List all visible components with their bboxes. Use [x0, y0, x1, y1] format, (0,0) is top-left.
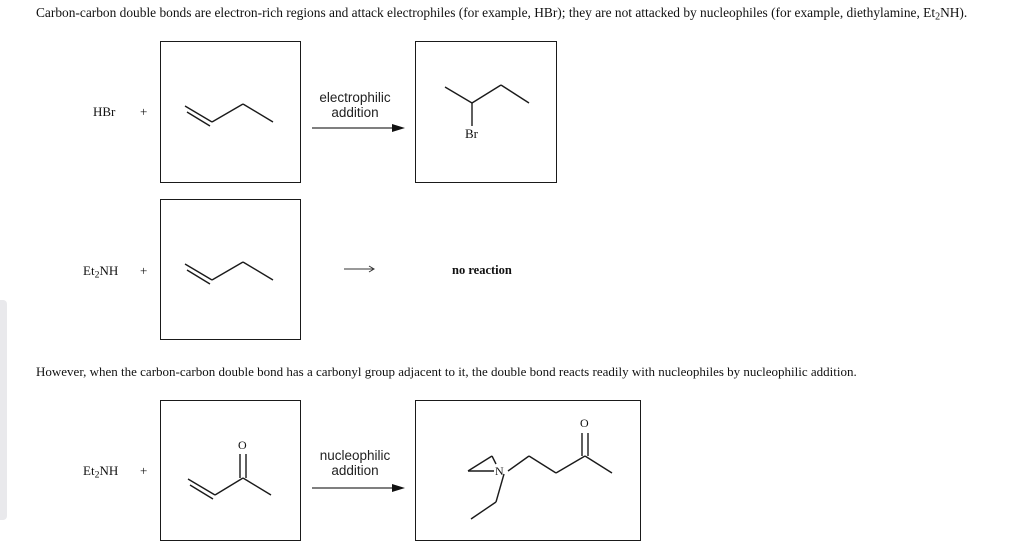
plus-sign-3: +	[140, 463, 148, 478]
reagent-et2nh-1: $Et_2NH$	[83, 263, 119, 281]
reactant-box-1[interactable]	[160, 41, 301, 183]
product-box-1[interactable]	[415, 41, 557, 183]
reactant-box-2[interactable]	[160, 199, 301, 340]
however-text: However, when the carbon-carbon double bond has a carbonyl group adjacent to it, the double bond reacts readily with nucleophiles by nucleophilic addition.	[36, 364, 857, 379]
arrow-label-electrophilic: electrophilic addition	[319, 90, 391, 120]
reactant-box-3[interactable]	[160, 400, 301, 541]
atom-n-label: N	[495, 464, 504, 478]
reaction-arrow-1	[312, 122, 407, 134]
intro-text: Carbon-carbon double bonds are electron-rich regions and attack electrophiles (for example, HBr); they are not attacked by nucleophiles (for example, diethylamine, $Et_2NH$).	[36, 5, 968, 23]
plus-sign-2: +	[140, 263, 148, 278]
atom-o-label-product: O	[580, 416, 589, 430]
aminoketone-structure	[416, 401, 642, 542]
atom-o-label-reactant: O	[238, 438, 247, 452]
butene-structure-2	[161, 200, 302, 341]
butene-structure-1	[161, 42, 302, 184]
bromobutane-structure	[416, 42, 558, 184]
reagent-et2nh-2: $Et_2NH$	[83, 463, 119, 481]
no-reaction-label: no reaction	[452, 263, 512, 277]
atom-br-label: Br	[465, 126, 478, 141]
arrow-label-nucleophilic: nucleophilic addition	[319, 448, 391, 478]
side-scroll-tab[interactable]	[0, 300, 7, 520]
plus-sign-1: +	[140, 104, 148, 119]
reaction-arrow-2	[344, 264, 376, 274]
butenone-structure	[161, 401, 302, 542]
product-box-3[interactable]	[415, 400, 641, 541]
reagent-hbr: HBr	[93, 104, 116, 119]
reaction-arrow-3	[312, 482, 407, 494]
